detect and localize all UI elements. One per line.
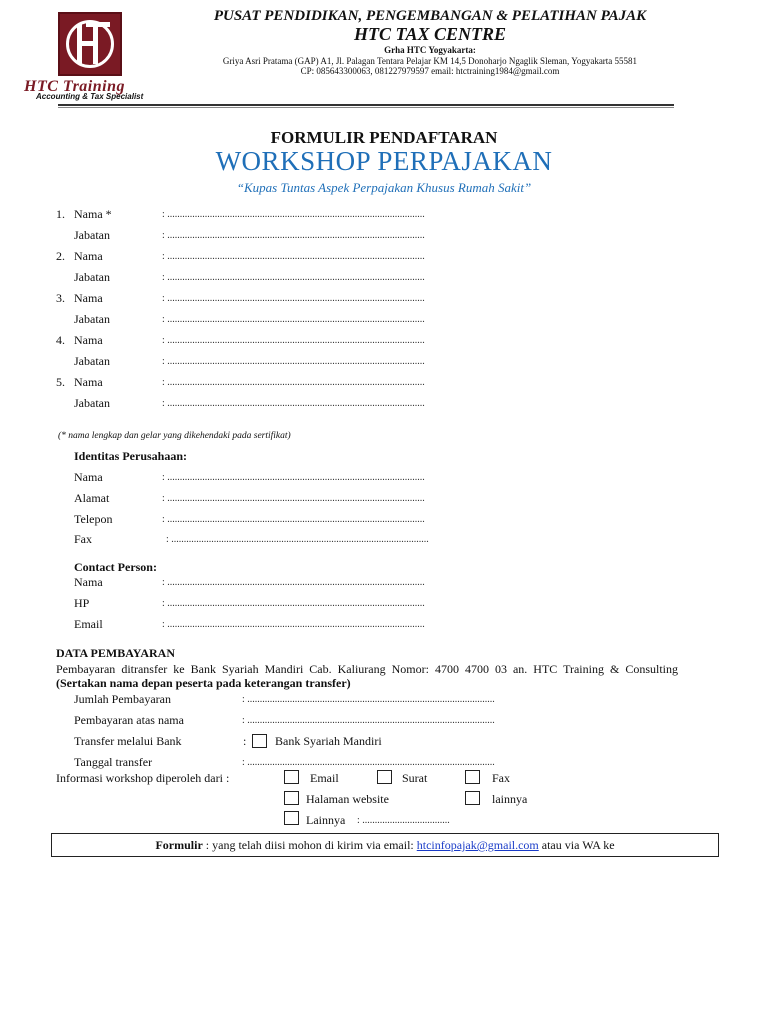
header-line3: Grha HTC Yogyakarta: (384, 45, 476, 55)
participant-name-label: Nama (74, 291, 103, 305)
footer-bold: Formulir (155, 838, 203, 852)
participant-name-field[interactable]: : ....................................................................................................... (162, 293, 425, 304)
header-divider-thin (58, 107, 674, 108)
payment-date-field[interactable]: : ................................................................................................... (242, 757, 495, 768)
payment-date-label: Tanggal transfer (74, 755, 153, 769)
participant-jabatan-label: Jabatan (74, 354, 110, 368)
submission-note (51, 833, 719, 857)
lainnya-checkbox[interactable] (465, 791, 480, 805)
company-name-field[interactable]: : ....................................................................................................... (162, 472, 425, 483)
company-fax-field[interactable]: : ....................................................................................................... (166, 534, 429, 545)
company-field-label: Nama (74, 470, 103, 484)
htc-logo (58, 12, 122, 76)
header-line1: PUSAT PENDIDIKAN, PENGEMBANGAN & PELATIHAN PAJAK (213, 8, 647, 24)
company-field-label: Alamat (74, 491, 110, 505)
email-checkbox[interactable] (284, 770, 299, 784)
company-field-label: Telepon (74, 512, 113, 526)
company-address-field[interactable]: : ....................................................................................................... (162, 493, 425, 504)
other-option-label: Lainnya (306, 813, 346, 827)
participant-name-field[interactable]: : ....................................................................................................... (162, 335, 425, 346)
payment-heading: DATA PEMBAYARAN (56, 646, 176, 660)
other-checkbox[interactable] (284, 811, 299, 825)
payment-amount-label: Jumlah Pembayaran (74, 692, 171, 706)
footer-email-link[interactable]: htcinfopajak@gmail.com (416, 838, 539, 852)
header-line2: HTC TAX CENTRE (353, 24, 507, 44)
fax-checkbox[interactable] (465, 770, 480, 784)
logo-stroke (77, 41, 98, 46)
contact-field-label: Email (74, 617, 103, 631)
bank-option-label: Bank Syariah Mandiri (275, 734, 382, 748)
other-source-field[interactable]: : ................................... (357, 815, 450, 826)
payment-bank-label: Transfer melalui Bank (74, 734, 182, 748)
brand-name: HTC Training (24, 78, 125, 95)
participant-name-label: Nama * (74, 207, 112, 221)
surat-option-label: Surat (402, 771, 428, 785)
contact-person-heading: Contact Person: (74, 560, 157, 574)
workshop-title: WORKSHOP PERPAJAKAN (215, 146, 553, 176)
workshop-tagline: “Kupas Tuntas Aspek Perpajakan Khusus Rumah Sakit” (236, 180, 532, 195)
info-source-label: Informasi workshop diperoleh dari : (56, 771, 230, 785)
website-option-label: Halaman website (306, 792, 389, 806)
participant-name-field[interactable]: : ....................................................................................................... (162, 251, 425, 262)
payment-name-field[interactable]: : ................................................................................................... (242, 715, 495, 726)
participant-jabatan-label: Jabatan (74, 270, 110, 284)
participant-jabatan-field[interactable]: : ....................................................................................................... (162, 230, 425, 241)
logo-stroke (86, 22, 110, 27)
contact-field-label: HP (74, 596, 90, 610)
participant-name-field[interactable]: : ....................................................................................................... (162, 377, 425, 388)
payment-bank-colon: : (243, 734, 247, 748)
fax-option-label: Fax (492, 771, 510, 785)
lainnya-option-label: lainnya (492, 792, 528, 806)
participant-number: 1. (56, 207, 65, 221)
payment-text: Pembayaran ditransfer ke Bank Syariah Mandiri Cab. Kaliurang Nomor: 4700 4700 03 an. HTC Training & Consulting (56, 662, 678, 676)
participant-jabatan-field[interactable]: : ....................................................................................................... (162, 356, 425, 367)
contact-email-field[interactable]: : ....................................................................................................... (162, 619, 425, 630)
company-field-label: Fax (74, 532, 92, 546)
participant-number: 3. (56, 291, 65, 305)
header-contact: CP: 085643300063, 081227979597 email: htctraining1984@gmail.com (300, 66, 560, 76)
email-option-label: Email (310, 771, 339, 785)
payment-text-bold: (Sertakan nama depan peserta pada keterangan transfer) (56, 676, 351, 690)
company-heading: Identitas Perusahaan: (74, 449, 188, 463)
contact-hp-field[interactable]: : ....................................................................................................... (162, 598, 425, 609)
payment-amount-field[interactable]: : ................................................................................................... (242, 694, 495, 705)
payment-name-label: Pembayaran atas nama (74, 713, 184, 727)
participant-name-label: Nama (74, 249, 103, 263)
brand-tagline: Accounting & Tax Specialist (36, 92, 144, 101)
participant-jabatan-field[interactable]: : ....................................................................................................... (162, 398, 425, 409)
surat-checkbox[interactable] (377, 770, 392, 784)
form-title: FORMULIR PENDAFTARAN (270, 128, 498, 147)
participant-number: 4. (56, 333, 65, 347)
payment-instructions (56, 662, 678, 690)
contact-name-field[interactable]: : ....................................................................................................... (162, 577, 425, 588)
company-phone-field[interactable]: : ....................................................................................................... (162, 514, 425, 525)
footer-tail: atau via WA ke (541, 838, 615, 852)
footer-text: : yang telah diisi mohon di kirim via email: (205, 838, 414, 852)
certificate-note: (* nama lengkap dan gelar yang dikehendaki pada sertifikat) (58, 431, 291, 441)
participant-name-label: Nama (74, 333, 103, 347)
participant-name-field[interactable]: : ....................................................................................................... (162, 209, 425, 220)
participant-jabatan-field[interactable]: : ....................................................................................................... (162, 272, 425, 283)
header-address: Griya Asri Pratama (GAP) A1, Jl. Palagan Tentara Pelajar KM 14,5 Donoharjo Ngaglik Sleman, Yogyakarta 55581 (222, 56, 638, 66)
participant-jabatan-label: Jabatan (74, 312, 110, 326)
participant-name-label: Nama (74, 375, 103, 389)
website-checkbox[interactable] (284, 791, 299, 805)
participant-jabatan-field[interactable]: : ....................................................................................................... (162, 314, 425, 325)
participant-number: 2. (56, 249, 65, 263)
header-divider (58, 104, 674, 106)
participant-jabatan-label: Jabatan (74, 228, 110, 242)
bank-checkbox[interactable] (252, 734, 267, 748)
participant-number: 5. (56, 375, 65, 389)
contact-field-label: Nama (74, 575, 103, 589)
participant-jabatan-label: Jabatan (74, 396, 110, 410)
